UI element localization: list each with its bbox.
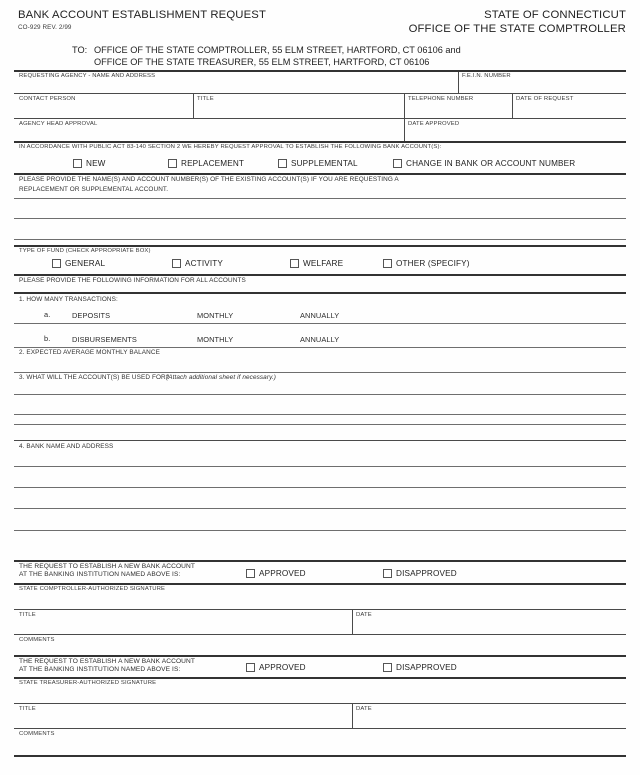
label-comptroller-comments: COMMENTS <box>19 637 55 643</box>
checkbox-treasurer-disapproved[interactable] <box>383 663 392 672</box>
input-fein[interactable] <box>462 79 622 93</box>
divider-agency-2 <box>14 118 626 119</box>
office-name: OFFICE OF THE STATE COMPTROLLER <box>408 23 626 35</box>
label-treasurer-comments: COMMENTS <box>19 731 55 737</box>
divider-treasurer-comments-top <box>14 728 626 729</box>
divider-title-vertical <box>193 94 194 118</box>
input-disbursements-monthly[interactable] <box>240 332 295 345</box>
input-contact-person[interactable] <box>19 102 189 116</box>
input-bank-line-4[interactable] <box>16 509 624 530</box>
label-new: NEW <box>86 159 106 168</box>
input-date-approved[interactable] <box>408 127 622 140</box>
form-header <box>0 0 640 70</box>
checkbox-new[interactable] <box>73 159 82 168</box>
divider-fein-vertical <box>458 72 459 93</box>
input-bank-line-2[interactable] <box>16 467 624 487</box>
divider-treasurer-top <box>14 655 626 657</box>
label-comptroller-title: TITLE <box>19 612 36 618</box>
treasurer-request-line-1: THE REQUEST TO ESTABLISH A NEW BANK ACCOUNT <box>19 658 196 665</box>
to-line-2: OFFICE OF THE STATE TREASURER, 55 ELM STREET, HARTFORD, CT 06106 <box>94 56 430 67</box>
input-treasurer-date[interactable] <box>356 712 622 727</box>
checkbox-welfare[interactable] <box>290 259 299 268</box>
divider-treasurer-title-top <box>14 703 626 704</box>
input-treasurer-title[interactable] <box>19 712 348 727</box>
label-type-of-fund: TYPE OF FUND (CHECK APPROPRIATE BOX) <box>19 248 151 254</box>
input-existing-account-line-2[interactable] <box>16 219 624 239</box>
question-1a-label: DEPOSITS <box>72 311 111 320</box>
divider-fund-bottom <box>14 274 626 276</box>
label-change-in-bank: CHANGE IN BANK OR ACCOUNT NUMBER <box>406 159 576 168</box>
form-number: CO-929 REV. 2/99 <box>18 24 72 31</box>
question-1b-annually-label: ANNUALLY <box>300 335 340 344</box>
input-comptroller-title[interactable] <box>19 618 348 633</box>
label-treasurer-signature: STATE TREASURER-AUTHORIZED SIGNATURE <box>19 680 157 686</box>
divider-agency-1 <box>14 93 626 94</box>
treasurer-request-text <box>19 658 195 675</box>
label-requesting-agency: REQUESTING AGENCY - NAME AND ADDRESS <box>19 73 156 79</box>
input-bank-line-1[interactable] <box>16 452 624 466</box>
checkbox-activity[interactable] <box>172 259 181 268</box>
label-activity: ACTIVITY <box>185 259 224 268</box>
comptroller-request-text <box>19 563 195 580</box>
input-deposits-monthly[interactable] <box>240 308 295 321</box>
divider-comptroller-top <box>14 560 626 562</box>
divider-agency-top <box>14 70 626 72</box>
label-supplemental: SUPPLEMENTAL <box>291 159 358 168</box>
label-telephone: TELEPHONE NUMBER <box>408 96 474 102</box>
input-telephone[interactable] <box>408 102 508 116</box>
label-agency-head-approval: AGENCY HEAD APPROVAL <box>19 121 98 127</box>
question-1b-label: DISBURSEMENTS <box>72 335 137 344</box>
instruction-line-2: REPLACEMENT OR SUPPLEMENTAL ACCOUNT. <box>19 186 169 193</box>
divider-form-bottom <box>14 755 626 757</box>
divider-comptroller-comments-top <box>14 634 626 635</box>
label-comptroller-date: DATE <box>356 612 372 618</box>
label-comptroller-disapproved: DISAPPROVED <box>396 569 457 578</box>
to-line-1: OFFICE OF THE STATE COMPTROLLER, 55 ELM STREET, HARTFORD, CT 06106 and <box>94 45 461 55</box>
all-accounts-note: PLEASE PROVIDE THE FOLLOWING INFORMATION FOR ALL ACCOUNTS <box>19 277 246 284</box>
input-treasurer-signature[interactable] <box>16 687 624 703</box>
input-account-use-line-3[interactable] <box>16 415 624 424</box>
label-comptroller-signature: STATE COMPTROLLER-AUTHORIZED SIGNATURE <box>19 586 166 592</box>
question-1a-letter: a. <box>44 310 51 319</box>
input-treasurer-comments[interactable] <box>16 738 624 755</box>
comptroller-request-line-2: AT THE BANKING INSTITUTION NAMED ABOVE IS: <box>19 571 181 579</box>
label-fein: F.E.I.N. NUMBER <box>462 73 511 79</box>
checkbox-supplemental[interactable] <box>278 159 287 168</box>
input-comptroller-date[interactable] <box>356 618 622 633</box>
label-other: OTHER (SPECIFY) <box>396 259 470 268</box>
state-name: STATE OF CONNECTICUT <box>484 9 626 21</box>
question-3: 3. WHAT WILL THE ACCOUNT(S) BE USED FOR? <box>19 374 170 381</box>
input-requesting-agency[interactable] <box>19 79 454 93</box>
input-deposits-annually[interactable] <box>346 308 416 321</box>
divider-comptroller-title-top <box>14 609 626 610</box>
question-2: 2. EXPECTED AVERAGE MONTHLY BALANCE <box>19 349 160 356</box>
comptroller-request-line-1: THE REQUEST TO ESTABLISH A NEW BANK ACCOUNT <box>19 563 196 570</box>
label-welfare: WELFARE <box>303 259 344 268</box>
divider-request-type-bottom <box>14 173 626 175</box>
treasurer-request-line-2: AT THE BANKING INSTITUTION NAMED ABOVE IS: <box>19 666 181 674</box>
label-general: GENERAL <box>65 259 106 268</box>
question-1: 1. HOW MANY TRANSACTIONS: <box>19 296 118 303</box>
checkbox-general[interactable] <box>52 259 61 268</box>
question-1a-annually-label: ANNUALLY <box>300 311 340 320</box>
statute-text: IN ACCORDANCE WITH PUBLIC ACT 83-140 SECTION 2 WE HEREBY REQUEST APPROVAL TO ESTABLISH THE FOLLOWING BANK ACCOUNT(S): <box>19 144 442 150</box>
divider-comptroller-date-vertical <box>352 610 353 634</box>
instruction-line-1: PLEASE PROVIDE THE NAME(S) AND ACCOUNT NUMBER(S) OF THE EXISTING ACCOUNT(S) IF YOU ARE REQUESTING A <box>19 176 399 183</box>
divider-fund-top <box>14 245 626 247</box>
divider-treasurer-date-vertical <box>352 704 353 728</box>
input-agency-head-approval[interactable] <box>19 127 400 140</box>
label-treasurer-disapproved: DISAPPROVED <box>396 663 457 672</box>
divider-question-1a <box>14 323 626 324</box>
divider-existing-accounts-3 <box>14 239 626 240</box>
input-account-use-line-4[interactable] <box>16 425 624 439</box>
input-disbursements-annually[interactable] <box>346 332 416 345</box>
label-treasurer-date: DATE <box>356 706 372 712</box>
label-treasurer-approved: APPROVED <box>259 663 306 672</box>
question-1b-letter: b. <box>44 334 51 343</box>
divider-questions-top <box>14 292 626 294</box>
input-account-use-line-2[interactable] <box>16 395 624 414</box>
input-bank-line-5[interactable] <box>16 531 624 558</box>
checkbox-treasurer-approved[interactable] <box>246 663 255 672</box>
input-bank-line-3[interactable] <box>16 488 624 508</box>
page-title: BANK ACCOUNT ESTABLISHMENT REQUEST <box>18 9 267 21</box>
divider-telephone-vertical <box>404 94 405 118</box>
checkbox-comptroller-approved[interactable] <box>246 569 255 578</box>
question-3-note: (Attach additional sheet if necessary.) <box>166 374 276 381</box>
label-treasurer-title: TITLE <box>19 706 36 712</box>
divider-date-request-vertical <box>512 94 513 118</box>
input-existing-account-line-1[interactable] <box>16 199 624 218</box>
input-average-monthly-balance[interactable] <box>175 348 375 361</box>
checkbox-replacement[interactable] <box>168 159 177 168</box>
addressee-block <box>72 45 461 68</box>
input-comptroller-signature[interactable] <box>16 593 624 609</box>
label-comptroller-approved: APPROVED <box>259 569 306 578</box>
checkbox-change-in-bank[interactable] <box>393 159 402 168</box>
divider-bank-top <box>14 440 626 441</box>
checkbox-other[interactable] <box>383 259 392 268</box>
divider-agency-bottom <box>14 141 626 143</box>
question-1b-monthly-label: MONTHLY <box>197 335 234 344</box>
label-contact-title: TITLE <box>197 96 214 102</box>
to-label: TO: <box>72 45 88 55</box>
label-date-of-request: DATE OF REQUEST <box>516 96 574 102</box>
divider-date-approved-vertical <box>404 119 405 141</box>
divider-question-2 <box>14 372 626 373</box>
divider-comptroller-signature-top <box>14 583 626 585</box>
label-date-approved: DATE APPROVED <box>408 121 460 127</box>
divider-treasurer-signature-top <box>14 677 626 679</box>
question-1a-monthly-label: MONTHLY <box>197 311 234 320</box>
question-4: 4. BANK NAME AND ADDRESS <box>19 443 114 450</box>
input-contact-title[interactable] <box>197 102 400 116</box>
input-other-specify[interactable] <box>475 258 623 270</box>
input-date-of-request[interactable] <box>516 102 622 116</box>
label-replacement: REPLACEMENT <box>181 159 245 168</box>
label-contact-person: CONTACT PERSON <box>19 96 76 102</box>
checkbox-comptroller-disapproved[interactable] <box>383 569 392 578</box>
input-comptroller-comments[interactable] <box>16 644 624 655</box>
